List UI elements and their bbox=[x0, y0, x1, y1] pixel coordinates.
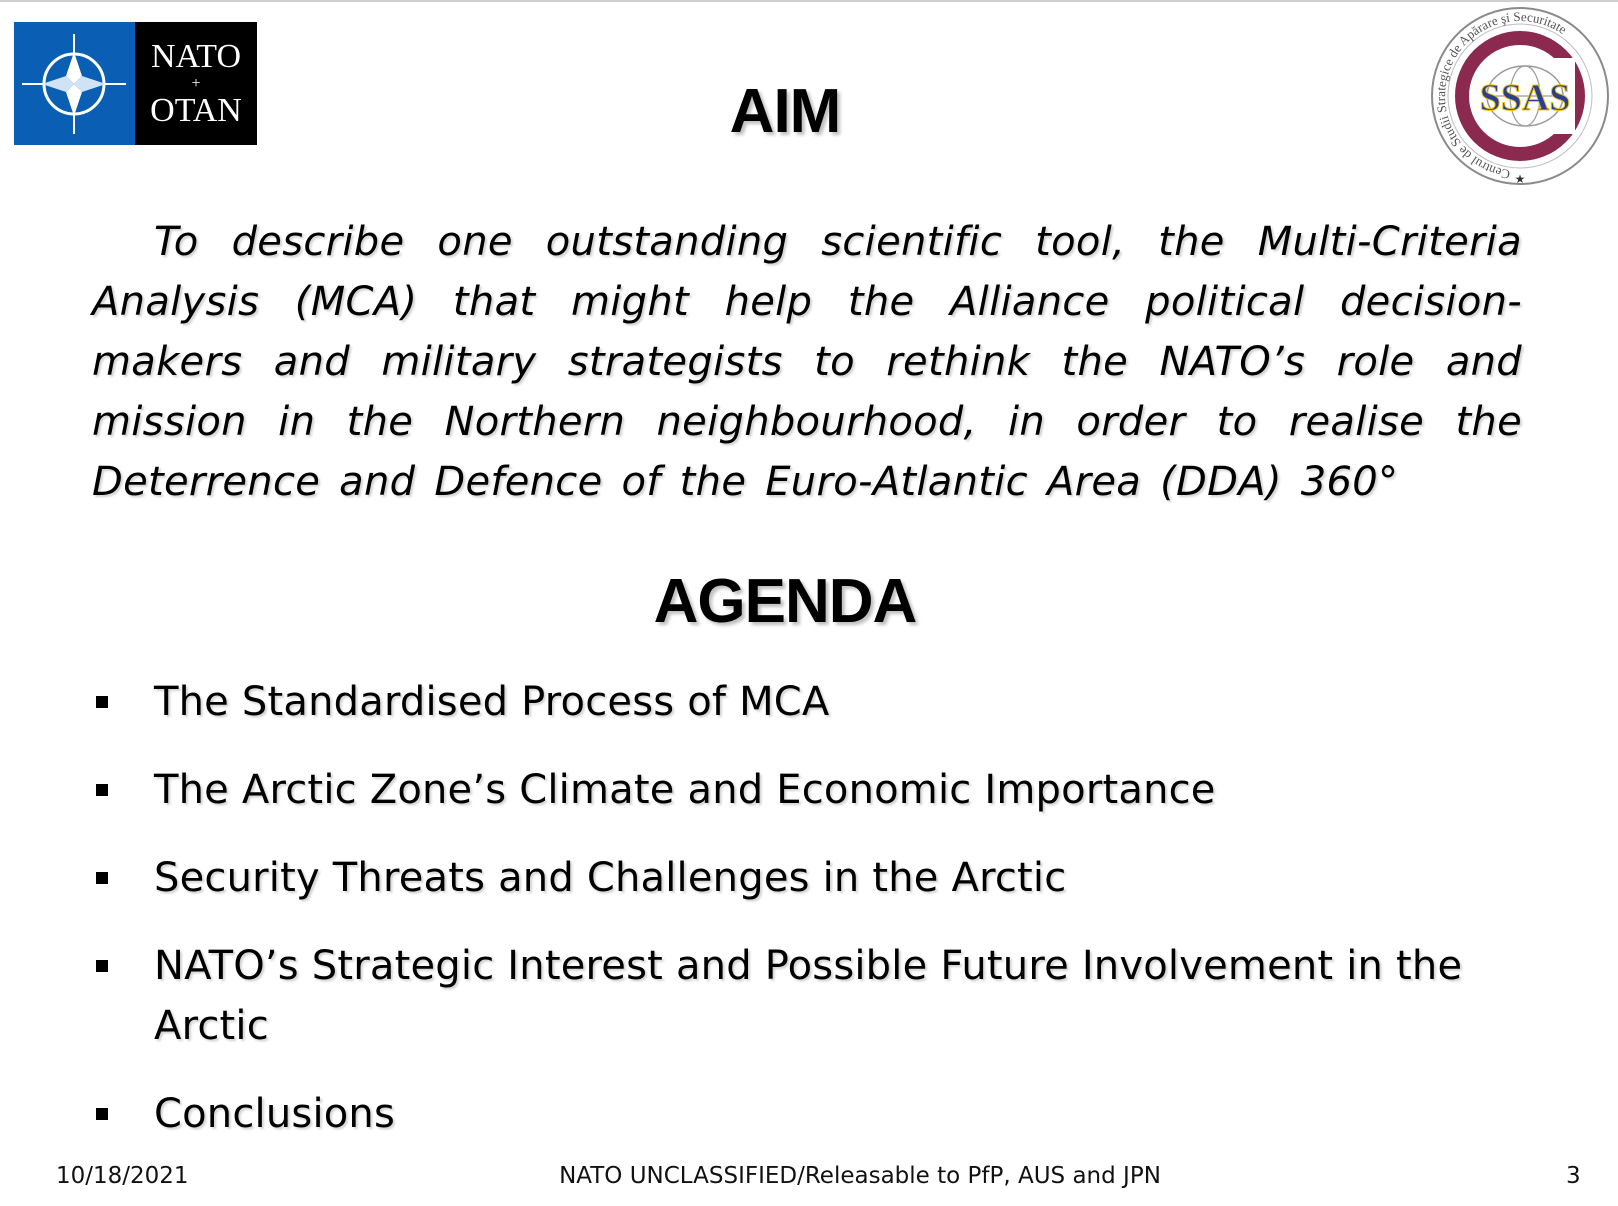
agenda-item bbox=[92, 672, 1532, 732]
footer-classification: NATO UNCLASSIFIED/Releasable to PfP, AUS and JPN bbox=[559, 1163, 1161, 1189]
svg-text:Centrul de Studii Strategice d: Centrul de Studii Strategice de Apărare şi Securitate bbox=[1433, 8, 1570, 183]
agenda-item-text: The Standardised Process of MCA bbox=[154, 679, 830, 725]
svg-text:★: ★ bbox=[1514, 172, 1526, 186]
ssas-seal-label: SSAS bbox=[1479, 77, 1571, 119]
nato-separator: + bbox=[191, 74, 201, 92]
nato-wordmark: NATO bbox=[150, 37, 242, 75]
agenda-item-text: NATO’s Strategic Interest and Possible Future Involvement in the Arctic bbox=[154, 943, 1463, 1049]
agenda-item-text: Conclusions bbox=[154, 1091, 396, 1137]
square-bullet-icon bbox=[96, 696, 108, 708]
agenda-list bbox=[92, 672, 1532, 1172]
otan-wordmark: OTAN bbox=[150, 91, 242, 129]
footer-page-number: 3 bbox=[1566, 1163, 1581, 1189]
square-bullet-icon bbox=[96, 784, 108, 796]
square-bullet-icon bbox=[96, 1108, 108, 1120]
agenda-item-text: Security Threats and Challenges in the Arctic bbox=[154, 855, 1067, 901]
footer-date: 10/18/2021 bbox=[56, 1163, 189, 1189]
agenda-item bbox=[92, 760, 1532, 820]
square-bullet-icon bbox=[96, 960, 108, 972]
agenda-item bbox=[92, 1084, 1532, 1144]
aim-paragraph: To describe one outstanding scientific tool, the Multi-Criteria Analysis (MCA) that might help the Alliance political decision-makers and military strategists to rethink the NATO’s role and mission in the Northern neighbourhood, in order to realise the Deterrence and Defence of the Euro-Atlantic Area (DDA) 360° bbox=[92, 219, 1522, 505]
agenda-item bbox=[92, 848, 1532, 908]
agenda-item bbox=[92, 936, 1532, 1056]
aim-title: AIM bbox=[729, 77, 841, 146]
agenda-item-text: The Arctic Zone’s Climate and Economic Importance bbox=[154, 767, 1216, 813]
agenda-title: AGENDA bbox=[653, 567, 917, 636]
top-rule bbox=[0, 0, 1618, 2]
square-bullet-icon bbox=[96, 872, 108, 884]
